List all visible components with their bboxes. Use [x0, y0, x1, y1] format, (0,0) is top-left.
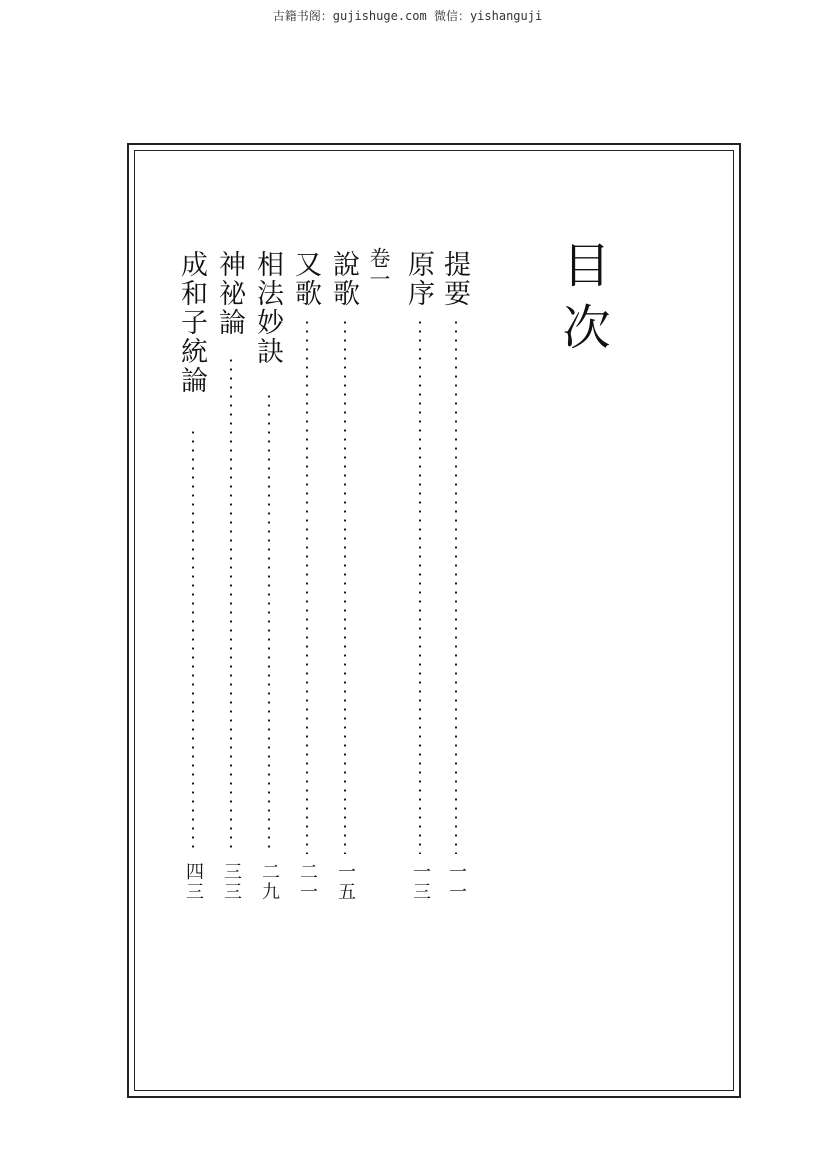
toc-title: 目次 [554, 240, 610, 364]
toc-entry-label: 相法妙訣 [252, 250, 283, 366]
toc-entry-label: 原序 [403, 250, 434, 308]
toc-entry-page: 三三 [221, 862, 242, 902]
dot-leader [455, 318, 457, 854]
toc-entry-page: 一三 [410, 862, 431, 902]
dot-leader [419, 318, 421, 854]
volume-label: 卷一 [367, 247, 391, 289]
toc-entry-page: 四三 [183, 862, 204, 902]
site-watermark: 古籍书阁：gujishuge.com 微信：yishanguji [272, 9, 543, 23]
toc-entry-label: 提要 [439, 250, 470, 308]
dot-leader [192, 428, 194, 854]
toc-entry-page: 二九 [259, 862, 280, 902]
toc-entry-label: 說歌 [328, 250, 359, 308]
toc-entry-page: 二一 [297, 862, 318, 902]
toc-entry-page: 一一 [446, 862, 467, 902]
dot-leader [306, 318, 308, 854]
dot-leader [230, 356, 232, 854]
toc-entry-label: 成和子統論 [176, 250, 207, 395]
dot-leader [268, 392, 270, 854]
toc-entry-page: 一五 [335, 862, 356, 902]
toc-entry-label: 又歌 [290, 250, 321, 308]
toc-entry-label: 神祕論 [214, 250, 245, 337]
dot-leader [344, 318, 346, 854]
